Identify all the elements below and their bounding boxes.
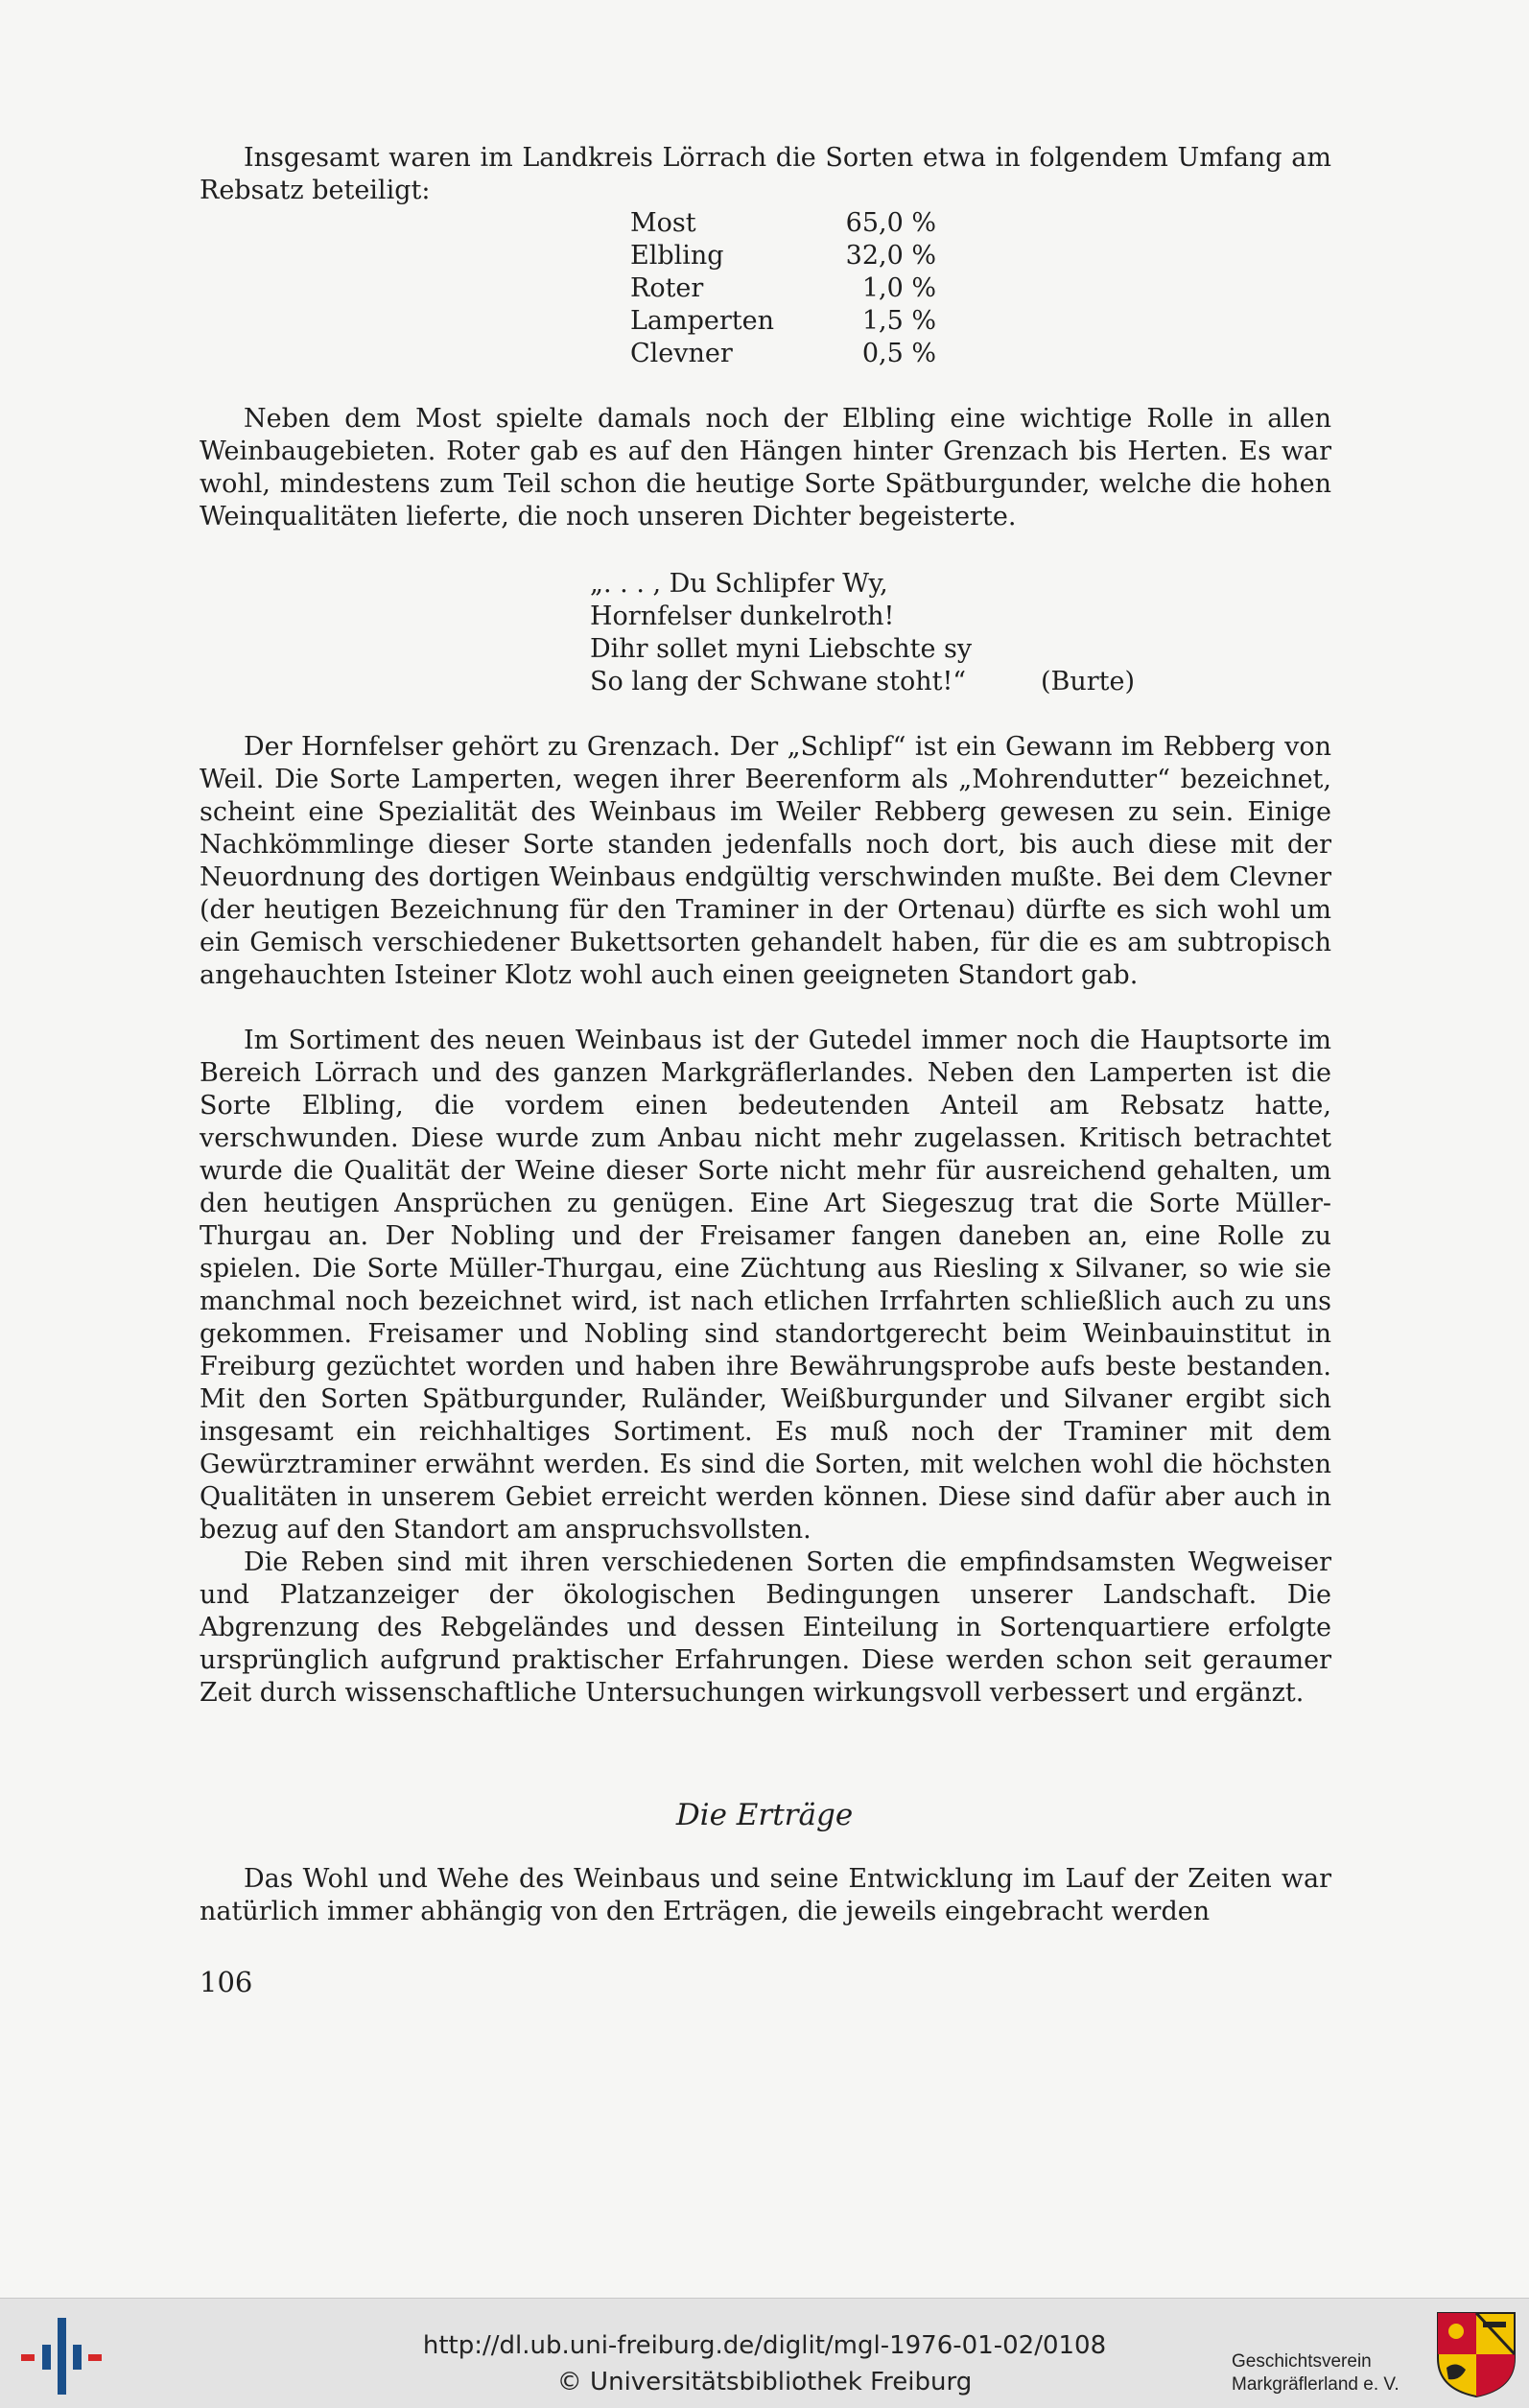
- society-name-line: Markgräflerland e. V.: [1232, 2374, 1400, 2395]
- intro-paragraph: Insgesamt waren im Landkreis Lörrach die Sorten etwa in folgendem Umfang am Rebsatz beteiligt:: [200, 143, 1331, 205]
- document-url[interactable]: http://dl.ub.uni-freiburg.de/diglit/mgl-1976-01-02/0108: [422, 2331, 1107, 2360]
- body-paragraph: Das Wohl und Wehe des Weinbaus und seine Entwicklung im Lauf der Zeiten war natürlich immer abhängig von den Erträgen, die jeweils eingebracht werden: [200, 1864, 1331, 1926]
- variety-name: Elbling: [630, 241, 724, 271]
- society-name-line: Geschichtsverein: [1232, 2351, 1372, 2372]
- variety-share: 65,0 %: [845, 208, 936, 238]
- verse-line: Dihr sollet myni Liebschte sy: [590, 634, 973, 664]
- body-paragraph: Neben dem Most spielte damals noch der Elbling eine wichtige Rolle in allen Weinbaugebieten. Roter gab es auf den Hängen hinter Grenzach bis Herten. Es war wohl, mindestens zum Teil schon die heutige Sorte Spätburgunder, welche die hohen Weinqualitäten lieferte, die noch unseren Dichter begeisterte.: [200, 404, 1331, 531]
- section-heading: Die Erträge: [675, 1798, 854, 1832]
- body-paragraph: Der Hornfelser gehört zu Grenzach. Der „Schlipf“ ist ein Gewann im Rebberg von Weil. Die Sorte Lamperten, wegen ihrer Beerenform als „Mohrendutter“ bezeichnet, scheint eine Spezialität des Weinbaus im Weiler Rebberg gewesen zu sein. Einige Nachkömmlinge dieser Sorte standen jedenfalls noch dort, bis auch diese mit der Neuordnung des dortigen Weinbaus endgültig verschwinden mußte. Bei dem Clevner (der heutigen Bezeichnung für den Traminer in der Ortenau) dürfte es sich wohl um ein Gemisch verschiedener Bukettsorten gehandelt haben, für die es am subtropisch angehauchten Isteiner Klotz wohl auch einen geeigneten Standort gab.: [200, 732, 1331, 990]
- body-paragraph: Im Sortiment des neuen Weinbaus ist der Gutedel immer noch die Hauptsorte im Bereich Lörrach und des ganzen Markgräflerlandes. Neben den Lamperten ist die Sorte Elbling, die vordem einen bedeutenden Anteil am Rebsatz hatte, verschwunden. Diese wurde zum Anbau nicht mehr zugelassen. Kritisch betrachtet wurde die Qualität der Weine dieser Sorte nicht mehr für ausreichend gehalten, um den heutigen Ansprüchen zu genügen. Eine Art Siegeszug trat die Sorte Müller-Thurgau an. Der Nobling und der Freisamer fangen daneben an, eine Rolle zu spielen. Die Sorte Müller-Thurgau, eine Züchtung aus Riesling x Silvaner, so wie sie manchmal noch bezeichnet wird, ist nach etlichen Irrfahrten schließlich auch zu uns gekommen. Freisamer und Nobling sind standortgerecht beim Weinbauinstitut in Freiburg gezüchtet worden und haben ihre Bewährungsprobe aufs beste bestanden. Mit den Sorten Spätburgunder, Ruländer, Weißburgunder und Silvaner ergibt sich insgesamt ein reichhaltiges Sortiment. Es muß noch der Traminer mit dem Gewürztraminer erwähnt werden. Es sind die Sorten, mit welchen wohl die höchsten Qualitäten in unserem Gebiet erreicht werden können. Diese sind dafür aber auch in bezug auf den Standort am anspruchsvollsten.: [200, 1026, 1331, 1545]
- variety-name: Clevner: [630, 339, 733, 368]
- verse-line: So lang der Schwane stoht!“: [590, 667, 967, 696]
- body-paragraph: Die Reben sind mit ihren verschiedenen Sorten die empfindsamsten Wegweiser und Platzanzeiger der ökologischen Bedingungen unserer Landschaft. Die Abgrenzung des Rebgeländes und dessen Einteilung in Sortenquartiere erfolgte ursprünglich aufgrund praktischer Erfahrungen. Diese werden schon seit geraumer Zeit durch wissenschaftliche Untersuchungen wirkungsvoll verbessert und ergänzt.: [200, 1547, 1331, 1708]
- verse-attribution: (Burte): [1041, 667, 1136, 696]
- variety-share: 0,5 %: [861, 339, 936, 368]
- copyright-notice: © Universitätsbibliothek Freiburg: [556, 2368, 973, 2396]
- verse-line: Hornfelser dunkelroth!: [590, 602, 895, 631]
- coat-of-arms-icon: [1435, 2310, 1517, 2398]
- verse-line: „. . . , Du Schlipfer Wy,: [590, 569, 888, 599]
- variety-share: 32,0 %: [845, 241, 936, 271]
- variety-name: Roter: [630, 273, 704, 303]
- society-name: [1232, 2350, 1400, 2396]
- viewer-footer: [0, 2298, 1529, 2408]
- variety-name: Most: [630, 208, 696, 238]
- page-number: 106: [200, 1966, 253, 1998]
- variety-share: 1,0 %: [861, 273, 936, 303]
- variety-share: 1,5 %: [861, 306, 936, 336]
- variety-name: Lamperten: [630, 306, 775, 336]
